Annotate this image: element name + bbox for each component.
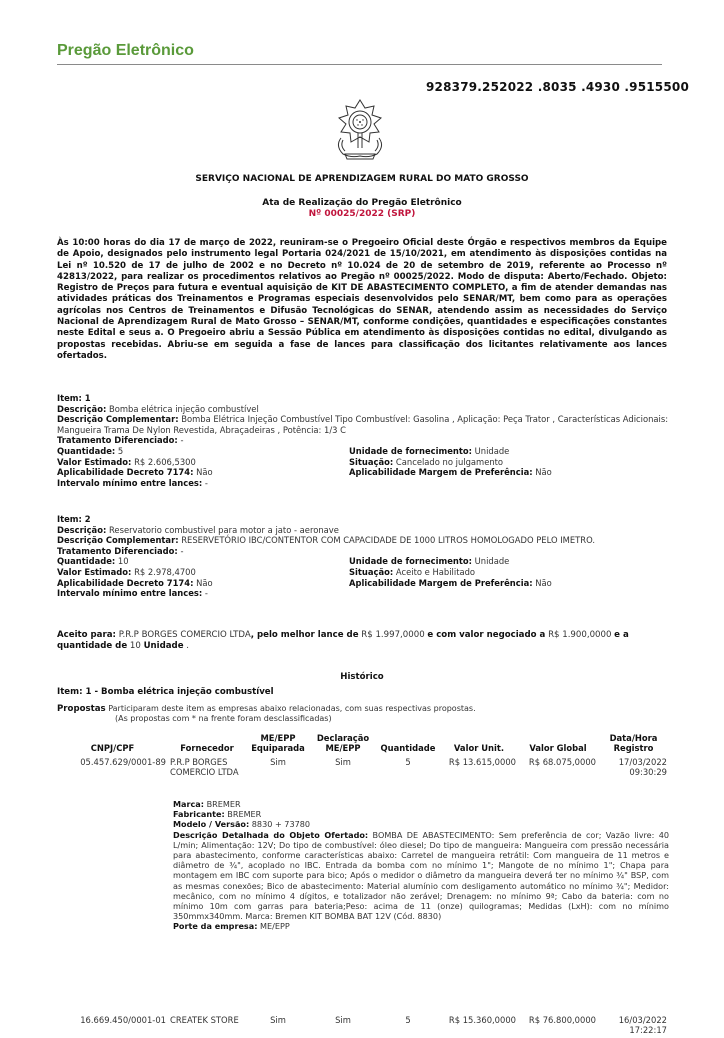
label-intervalo: Intervalo mínimo entre lances: [57, 477, 203, 488]
label-descricao-detalhada: Descrição Detalhada do Objeto Ofertado: [173, 829, 369, 840]
row-valor-global: R$ 68.075,0000 [528, 757, 596, 767]
document-code: 928379.252022 .8035 .4930 .9515500 [426, 80, 690, 94]
item-heading: Item: 2 [57, 514, 91, 524]
detail-fabricante: BREMER [227, 809, 262, 820]
row-fornecedor: CREATEK STORE [170, 1015, 239, 1025]
item-quantidade: 10 [117, 556, 129, 567]
brazil-coat-of-arms-icon [331, 98, 389, 162]
row-data-registro: 17/03/2022 09:30:29 [618, 757, 667, 778]
item-intervalo: - [204, 477, 208, 488]
item-descricao: Reservatorio combustivel para motor a jato - aeronave [108, 524, 339, 535]
label-situacao: Situação: [349, 566, 394, 577]
organization-name: SERVIÇO NACIONAL DE APRENDIZAGEM RURAL DO MATO GROSSO [195, 174, 529, 184]
accept-best-bid: R$ 1.997,0000 [361, 630, 425, 640]
item-descricao: Bomba elétrica injeção combustível [108, 403, 259, 414]
row-quantidade: 5 [405, 1015, 411, 1025]
accept-label: Aceito para: [57, 630, 116, 640]
item-heading: Item: 1 [57, 393, 91, 403]
label-valor-estimado: Valor Estimado: [57, 456, 132, 467]
label-aplicabilidade-margem: Aplicabilidade Margem de Preferência: [349, 577, 533, 588]
propostas-text: Participaram deste item as empresas abaixo relacionadas, com suas respectivas propostas. [108, 704, 476, 713]
item-valor-estimado: R$ 2.606,5300 [134, 456, 196, 467]
row-valor-global: R$ 76.800,0000 [528, 1015, 596, 1025]
label-fabricante: Fabricante: [173, 809, 225, 820]
intro-paragraph: Às 10:00 horas do dia 17 de março de 2022, reuniram-se o Pregoeiro Oficial deste Órgão e respectivos membros da Equipe de Apoio, designados pelo instrumento legal Portaria 024/2021 de 15/10/2021, em atendimento às disposições contidas na Lei nº 10.520 de 17 de julho de 2002 e no Decreto nº 10.024 de 20 de setembro de 2019, referente ao Processo nº 42813/2022, para realizar os procedimentos relativos ao Pregão nº 00025/2022. Modo de disputa: Aberto/Fechado. Objeto: Registro de Preços para futura e eventual aquisição de KIT DE ABASTECIMENTO COMPLETO, a fim de atender demandas nas atividades práticas dos Treinamentos e Programas especiais desenvolvidos pelo SENAR/MT, bem como para as operações agrícolas nos Centros de Treinamentos e Difusão Tecnológicas do SENAR, atendendo assim as necessidades do Serviço Nacional de Aprendizagem Rural de Mato Grosso – SENAR/MT, conforme condições, quantidades e especificações constantes neste Edital e seus a. O Pregoeiro abriu a Sessão Pública em atendimento às disposições contidas no edital, divulgando as propostas recebidas. Abriu-se em seguida a fase de lances para classificação dos licitantes relativamente aos lances ofertados. [57, 238, 667, 361]
accept-summary [57, 630, 667, 653]
row-quantidade: 5 [405, 757, 411, 767]
title-divider [57, 64, 662, 65]
detail-modelo: 8830 + 73780 [251, 819, 311, 830]
item-descricao-complementar: RESERVETÓRIO IBC/CONTENTOR COM CAPACIDADE DE 1000 LITROS HOMOLOGADO PELO IMETRO. [181, 535, 596, 546]
item-quantidade: 5 [117, 445, 124, 456]
item-tratamento: - [180, 545, 184, 556]
label-descricao: Descrição: [57, 524, 107, 535]
historico-title: Histórico [340, 672, 384, 682]
item-aplicabilidade-decreto: Não [196, 467, 213, 478]
item-valor-estimado: R$ 2.978,4700 [134, 566, 196, 577]
label-unidade: Unidade de fornecimento: [349, 445, 472, 456]
col-valor-global: Valor Global [529, 743, 587, 753]
label-aplicabilidade-decreto: Aplicabilidade Decreto 7174: [57, 577, 194, 588]
row-fornecedor: P.R.P BORGES COMERCIO LTDA [170, 757, 239, 778]
accept-text-3: e a quantidade de [57, 630, 629, 652]
label-tratamento: Tratamento Diferenciado: [57, 435, 178, 446]
accept-text-1: , pelo melhor lance de [250, 630, 359, 640]
label-porte: Porte da empresa: [173, 921, 258, 932]
label-unidade: Unidade de fornecimento: [349, 556, 472, 567]
row-declaracao: Sim [335, 1015, 351, 1025]
col-cnpj: CNPJ/CPF [90, 743, 135, 753]
label-quantidade: Quantidade: [57, 556, 116, 567]
item-block-2 [57, 514, 672, 599]
label-descricao-complementar: Descrição Complementar: [57, 535, 179, 546]
label-intervalo: Intervalo mínimo entre lances: [57, 588, 203, 599]
ata-title: Ata de Realização do Pregão Eletrônico [262, 198, 462, 208]
col-me-epp: ME/EPP Equiparada [251, 733, 305, 753]
proposal-detail [173, 799, 669, 932]
item-tratamento: - [180, 435, 184, 446]
col-declaracao: Declaração ME/EPP [316, 733, 370, 753]
row-valor-unit: R$ 15.360,0000 [448, 1015, 516, 1025]
item-descricao-complementar: Bomba Elétrica Injeção Combustível Tipo Combustível: Gasolina , Aplicação: Peça Trator , Características Adicionais: Mangueira Trama De Nylon Revestida, Abraçadeiras , Potência: 1/3 C [57, 414, 669, 435]
historico-item-heading: Item: 1 - Bomba elétrica injeção combustível [57, 687, 274, 697]
row-cnpj: 05.457.629/0001-89 [80, 757, 166, 767]
label-valor-estimado: Valor Estimado: [57, 566, 132, 577]
item-aplicabilidade-margem: Não [535, 467, 552, 478]
propostas-note [57, 704, 667, 724]
item-unidade: Unidade [474, 556, 510, 567]
accept-text-2: e com valor negociado a [427, 630, 546, 640]
label-marca: Marca: [173, 799, 205, 809]
propostas-disclaimer: (As propostas com * na frente foram desclassificadas) [115, 714, 332, 723]
label-aplicabilidade-margem: Aplicabilidade Margem de Preferência: [349, 467, 533, 478]
detail-marca: BREMER [206, 799, 241, 809]
label-descricao: Descrição: [57, 403, 107, 414]
label-quantidade: Quantidade: [57, 445, 116, 456]
accept-negotiated: R$ 1.900,0000 [548, 630, 612, 640]
detail-porte: ME/EPP [260, 921, 290, 932]
item-unidade: Unidade [474, 445, 510, 456]
page-title: Pregão Eletrônico [57, 42, 194, 59]
row-valor-unit: R$ 13.615,0000 [448, 757, 516, 767]
accept-company: P.R.P BORGES COMERCIO LTDA [118, 630, 251, 640]
accept-qty: 10 [129, 641, 141, 652]
ata-number: Nº 00025/2022 (SRP) [308, 209, 416, 219]
row-data-registro: 16/03/2022 17:22:17 [618, 1015, 667, 1036]
detail-descricao: BOMBA DE ABASTECIMENTO: Sem preferência de cor; Vazão livre: 40 L/min; Alimentação: 12V; Do tipo de combustível: óleo diesel; Do tipo de mangueira: Mangueira com pressão necessária para abastecimento, conforme características abaixo: Carretel de mangueira retrátil: Com mangueira de 11 metros e diâmetro de ¾", acoplado no IBC. Entrada da bomba com no mínimo 1"; Mangote de no mínimo 1"; Chapa para montagem em IBC com suporte para bico; Após o medidor o diâmetro da mangueira deverá ter no mínimo ¾" BSP, com as mesmas conexões; Bico de abastecimento: Material alumínio com desligamento automático no mínimo ¾"; Medidor: mecânico, com no mínimo 4 dígitos, e totalizador não zerável; Drenagem: no mínimo 9ª; Cabo da bateria: com no mínimo 10m com garras para bateria;Peso: acima de 11 (onze) quilogramas; Medidas (LxH): com no mínimo 350mmx340mm. Marca: Bremen KIT BOMBA BAT 12V (Cód. 8830) [173, 829, 670, 922]
item-situacao: Cancelado no julgamento [395, 456, 504, 467]
propostas-label: Propostas [57, 704, 106, 714]
col-data-registro: Data/Hora Registro [609, 733, 658, 753]
label-tratamento: Tratamento Diferenciado: [57, 545, 178, 556]
item-block-1 [57, 393, 672, 488]
label-aplicabilidade-decreto: Aplicabilidade Decreto 7174: [57, 467, 194, 478]
row-me-epp: Sim [270, 757, 286, 767]
label-situacao: Situação: [349, 456, 394, 467]
accept-unit: Unidade [143, 641, 184, 652]
col-valor-unit: Valor Unit. [453, 743, 505, 753]
table-row [57, 1013, 669, 1038]
row-cnpj: 16.669.450/0001-01 [80, 1015, 166, 1025]
item-aplicabilidade-decreto: Não [196, 577, 213, 588]
label-modelo: Modelo / Versão: [173, 819, 250, 830]
col-fornecedor: Fornecedor [180, 743, 234, 753]
row-me-epp: Sim [270, 1015, 286, 1025]
item-situacao: Aceito e Habilitado [395, 566, 476, 577]
row-declaracao: Sim [335, 757, 351, 767]
col-quantidade: Quantidade [380, 743, 436, 753]
table-header-row [57, 733, 669, 755]
label-descricao-complementar: Descrição Complementar: [57, 414, 179, 425]
item-intervalo: - [204, 588, 208, 599]
item-aplicabilidade-margem: Não [535, 577, 552, 588]
accept-end: . [186, 641, 190, 652]
